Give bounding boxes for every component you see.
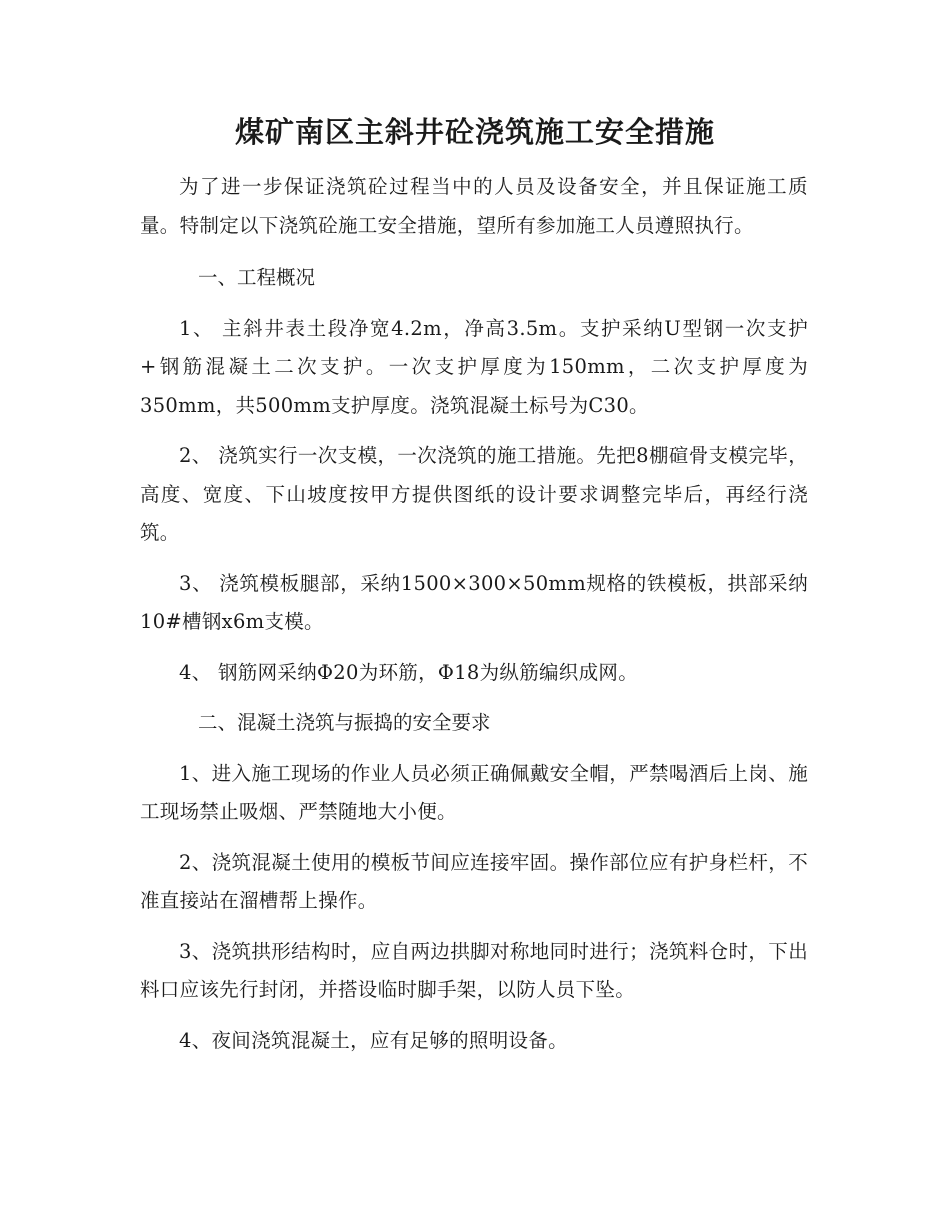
safety-item-3: 3、浇筑拱形结构时，应自两边拱脚对称地同时进行；浇筑料仓时，下出料口应该先行封闭，并搭设临时脚手架，以防人员下坠。 — [140, 939, 808, 1001]
safety-item-4: 4、夜间浇筑混凝土，应有足够的照明设备。 — [179, 1028, 568, 1052]
overview-item-2: 2、 浇筑实行一次支模，一次浇筑的施工措施。先把8棚碹骨支模完毕，高度、宽度、下山坡度按甲方提供图纸的设计要求调整完毕后，再经行浇筑。 — [140, 444, 808, 544]
overview-item-4: 4、 钢筋网采纳Φ20为环筋，Φ18为纵筋编织成网。 — [179, 660, 639, 684]
safety-item-1: 1、进入施工现场的作业人员必须正确佩戴安全帽，严禁喝酒后上岗、施工现场禁止吸烟、严禁随地大小便。 — [140, 761, 808, 823]
document-body — [140, 168, 808, 1060]
document-title: 煤矿南区主斜井砼浇筑施工安全措施 — [234, 115, 715, 149]
overview-item-1: 1、 主斜井表土段净宽4.2m，净高3.5m。支护采纳U型钢一次支护+钢筋混凝土二次支护。一次支护厚度为150mm，二次支护厚度为350mm，共500mm支护厚度。浇筑混凝土标号为C30。 — [140, 316, 808, 417]
section-heading-safety: 二、混凝土浇筑与振捣的安全要求 — [198, 711, 491, 734]
section-heading-overview: 一、工程概况 — [198, 266, 316, 289]
safety-item-2: 2、浇筑混凝土使用的模板节间应连接牢固。操作部位应有护身栏杆，不准直接站在溜槽帮上操作。 — [140, 850, 808, 912]
intro-paragraph: 为了进一步保证浇筑砼过程当中的人员及设备安全，并且保证施工质量。特制定以下浇筑砼施工安全措施，望所有参加施工人员遵照执行。 — [140, 175, 808, 237]
overview-item-3: 3、 浇筑模板腿部，采纳1500×300×50mm规格的铁模板，拱部采纳10#槽钢x6m支模。 — [140, 571, 808, 633]
